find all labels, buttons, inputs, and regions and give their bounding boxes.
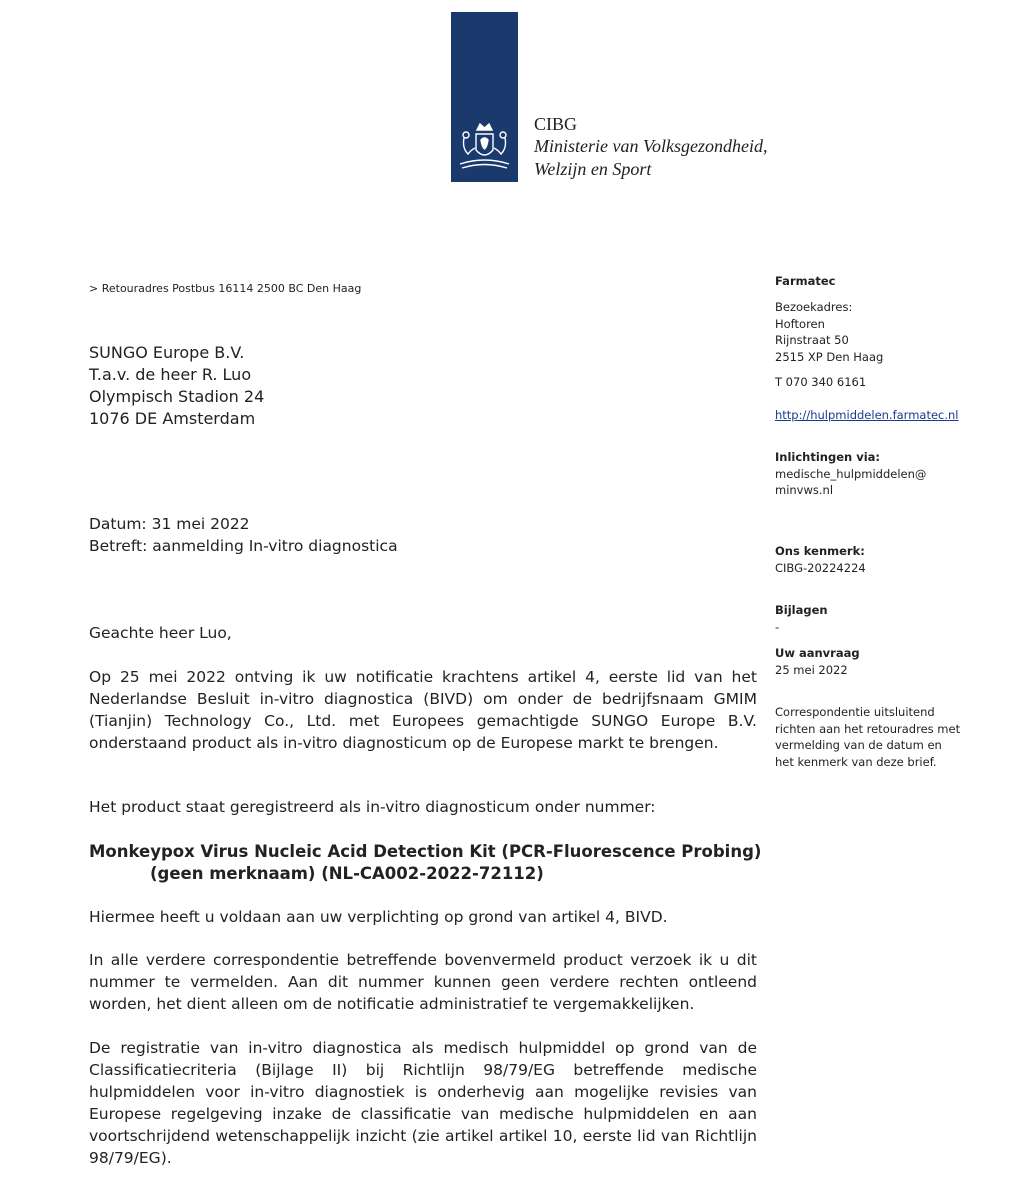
ministry-line-2: Welzijn en Sport <box>534 159 652 179</box>
paragraph-registration: Het product staat geregistreerd als in-vitro diagnosticum onder nummer: <box>89 798 656 816</box>
sidebar-department <box>775 273 1015 290</box>
date-line: Datum: 31 mei 2022 <box>89 515 250 533</box>
sidebar-info <box>775 449 1015 499</box>
note-line: het kenmerk van deze brief. <box>775 754 937 769</box>
paragraph-classification: De registratie van in-vitro diagnostica als medisch hulpmiddel op grond van de Classificatiecriteria (Bijlage II) bij Richtlijn 98/79/EG betreffende medische hulpmiddelen voor in-vitro diagnostiek is onderhevig aan mogelijke revisies van Europese regelgeving inzake de classificatie van medische hulpmiddelen en aan voortschrijdend wetenschappelijk inzicht (zie artikel artikel 10, eerste lid van Richtlijn 98/79/EG). <box>89 1039 757 1167</box>
org-acronym: CIBG <box>534 114 578 134</box>
recipient-line: SUNGO Europe B.V. <box>89 343 245 362</box>
note-line: vermelding van de datum en <box>775 738 942 752</box>
visit-address-label: Bezoekadres: <box>775 300 853 314</box>
recipient-line: Olympisch Stadion 24 <box>89 387 265 406</box>
sidebar-visit-address <box>775 299 1015 365</box>
info-email-line: medische_hulpmiddelen@ <box>775 466 927 481</box>
sidebar-phone: T 070 340 6161 <box>775 375 867 389</box>
request-label: Uw aanvraag <box>775 646 860 660</box>
salutation: Geachte heer Luo, <box>89 624 232 642</box>
recipient-line: 1076 DE Amsterdam <box>89 409 256 428</box>
return-address: > Retouradres Postbus 16114 2500 BC Den Haag <box>89 282 362 295</box>
recipient-line: T.a.v. de heer R. Luo <box>89 365 252 384</box>
product-line-1: Monkeypox Virus Nucleic Acid Detection Kit (PCR-Fluorescence Probing) <box>89 842 762 861</box>
sidebar-website <box>775 407 1015 424</box>
website-link[interactable]: http://hulpmiddelen.farmatec.nl <box>775 408 959 422</box>
product-line-2: (geen merknaam) (NL-CA002-2022-72112) <box>150 864 544 883</box>
info-email-line: minvws.nl <box>775 483 834 497</box>
sidebar-attachments <box>775 602 1015 635</box>
request-value: 25 mei 2022 <box>775 662 848 677</box>
reference-value: CIBG-20224224 <box>775 560 866 575</box>
subject-line: Betreft: aanmelding In-vitro diagnostica <box>89 537 398 555</box>
reference-label: Ons kenmerk: <box>775 544 865 558</box>
attachments-value: - <box>775 619 780 634</box>
coat-of-arms-icon <box>456 120 513 174</box>
info-label: Inlichtingen via: <box>775 450 880 464</box>
sidebar-reference <box>775 543 1015 576</box>
note-line: Correspondentie uitsluitend <box>775 705 935 719</box>
sidebar-request <box>775 645 1015 678</box>
attachments-label: Bijlagen <box>775 603 828 617</box>
department-label: Farmatec <box>775 274 836 288</box>
visit-address-line: Hoftoren <box>775 316 825 331</box>
recipient-address <box>89 342 264 430</box>
product-name <box>89 841 761 885</box>
paragraph-correspondence: In alle verdere correspondentie betreffende bovenvermeld product verzoek ik u dit nummer te vermelden. Aan dit nummer kunnen geen verdere rechten ontleend worden, het dient alleen om de notificatie administratief te vergemakkelijken. <box>89 951 757 1013</box>
logo-bar <box>451 12 518 182</box>
organization-name <box>534 113 767 181</box>
paragraph-obligation: Hiermee heeft u voldaan aan uw verplichting op grond van artikel 4, BIVD. <box>89 908 668 926</box>
visit-address-line: Rijnstraat 50 <box>775 333 849 347</box>
note-line: richten aan het retouradres met <box>775 721 961 736</box>
sidebar-correspondence-note <box>775 704 1015 770</box>
visit-address-line: 2515 XP Den Haag <box>775 349 884 364</box>
ministry-line-1: Ministerie van Volksgezondheid, <box>534 136 768 156</box>
paragraph-notification: Op 25 mei 2022 ontving ik uw notificatie krachtens artikel 4, eerste lid van het Nederlandse Besluit in-vitro diagnostica (BIVD) om onder de bedrijfsnaam GMIM (Tianjin) Technology Co., Ltd. met Europees gemachtigde SUNGO Europe B.V. onderstaand product als in-vitro diagnosticum op de Europese markt te brengen. <box>89 668 757 752</box>
